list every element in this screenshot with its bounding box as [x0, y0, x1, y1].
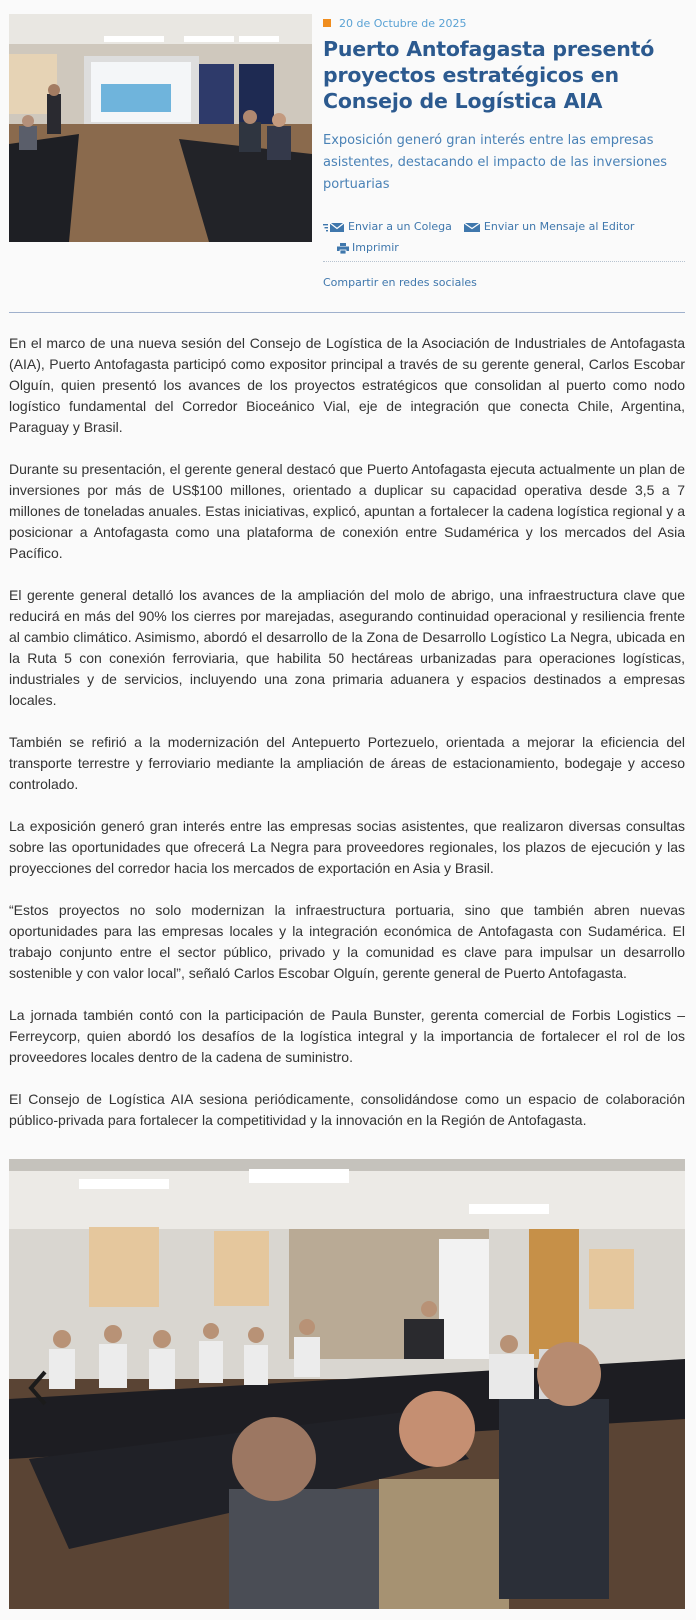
article-body	[9, 333, 685, 1152]
article-paragraph: En el marco de una nueva sesión del Consejo de Logística de la Asociación de Industriales de Antofagasta (AIA), Puerto Antofagasta participó como expositor principal a través de su gerente general, Carlos Escobar Olguín, quien presentó los avances de los proyectos estratégicos que consolidan al puerto como nodo logístico fundamental del Corredor Bioceánico Vial, eje de integración que conecta Chile, Argentina, Paraguay y Brasil.	[9, 335, 685, 435]
article-paragraph: Durante su presentación, el gerente general destacó que Puerto Antofagasta ejecuta actualmente un plan de inversiones por más de US$100 millones, orientado a duplicar su capacidad operativa desde 3,5 a 7 millones de toneladas anuales. Estas iniciativas, explicó, apuntan a fortalecer la cadena logística regional y a posicionar a Antofagasta como una plataforma de conexión entre Sudamérica y los mercados del Asia Pacífico.	[9, 461, 685, 561]
date-bullet-icon	[323, 19, 331, 27]
article-paragraph: El gerente general detalló los avances de la ampliación del molo de abrigo, una infraestructura clave que reducirá en más del 90% los cierres por marejadas, asegurando continuidad operacional y resiliencia frente al cambio climático. Asimismo, abordó el desarrollo de la Zona de Desarrollo Logístico La Negra, ubicada en la Ruta 5 con conexión ferroviaria, que habilita 50 hectáreas urbanizadas para operaciones logísticas, industriales y de servicios, incluyendo una zona primaria aduanera y espacios destinados a empresas locales.	[9, 587, 685, 708]
gallery-prev-arrow-icon[interactable]	[27, 1370, 49, 1406]
hero-photo-illustration	[9, 14, 312, 242]
article-actions	[323, 218, 685, 292]
print-label: Imprimir	[352, 241, 399, 254]
article-date: 20 de Octubre de 2025	[339, 16, 467, 30]
header-divider	[9, 312, 685, 313]
print-link[interactable]	[337, 239, 399, 257]
article-paragraph: La jornada también contó con la participación de Paula Bunster, gerenta comercial de Forbis Logistics – Ferreycorp, quien abordó los desafíos de la logística integral y la importancia de fortalecer el rol de los proveedores locales dentro de la cadena de suministro.	[9, 1007, 685, 1065]
article-paragraph: La exposición generó gran interés entre las empresas socias asistentes, que realizaron diversas consultas sobre las oportunidades que ofrecerá La Negra para proveedores regionales, los plazos de ejecución y las proyecciones del corredor hacia los mercados de exportación en Asia y Brasil.	[9, 818, 685, 876]
article-paragraph: También se refirió a la modernización del Antepuerto Portezuelo, orientada a mejorar la eficiencia del transporte terrestre y ferroviario mediante la ampliación de áreas de estacionamiento, bodegaje y acceso controlado.	[9, 734, 685, 792]
article-header	[323, 14, 685, 292]
article-subtitle: Exposición generó gran interés entre las empresas asistentes, destacando el impacto de las inversiones portuarias	[323, 133, 668, 192]
send-to-colleague-link[interactable]	[323, 218, 452, 236]
article-paragraph: “Estos proyectos no solo modernizan la infraestructura portuaria, sino que también abren nuevas oportunidades para las empresas locales y la integración económica de Antofagasta con Sudamérica. El trabajo conjunto entre el sector público, privado y la comunidad es clave para impulsar un desarrollo sostenible y con valor local”, señaló Carlos Escobar Olguín, gerente general de Puerto Antofagasta.	[9, 902, 685, 981]
printer-icon	[337, 243, 349, 254]
send-to-editor-label: Enviar un Mensaje al Editor	[483, 220, 635, 233]
article-paragraph: El Consejo de Logística AIA sesiona periódicamente, consolidándose como un espacio de colaboración público-privada para fortalecer la competitividad y la innovación en la Región de Antofagasta.	[9, 1091, 685, 1128]
actions-separator	[323, 261, 685, 262]
article-title: Puerto Antofagasta presentó proyectos estratégicos en Consejo de Logística AIA	[323, 37, 655, 113]
hero-photo	[9, 14, 312, 242]
share-social-link[interactable]: Compartir en redes sociales	[323, 276, 477, 289]
date-row	[323, 14, 685, 32]
gallery-photo	[9, 1159, 685, 1609]
envelope-icon	[464, 222, 481, 233]
list-envelope-icon	[323, 222, 345, 233]
gallery-photo-illustration	[9, 1159, 685, 1609]
send-to-editor-link[interactable]	[464, 218, 635, 236]
send-to-colleague-label: Enviar a un Colega	[348, 220, 452, 233]
